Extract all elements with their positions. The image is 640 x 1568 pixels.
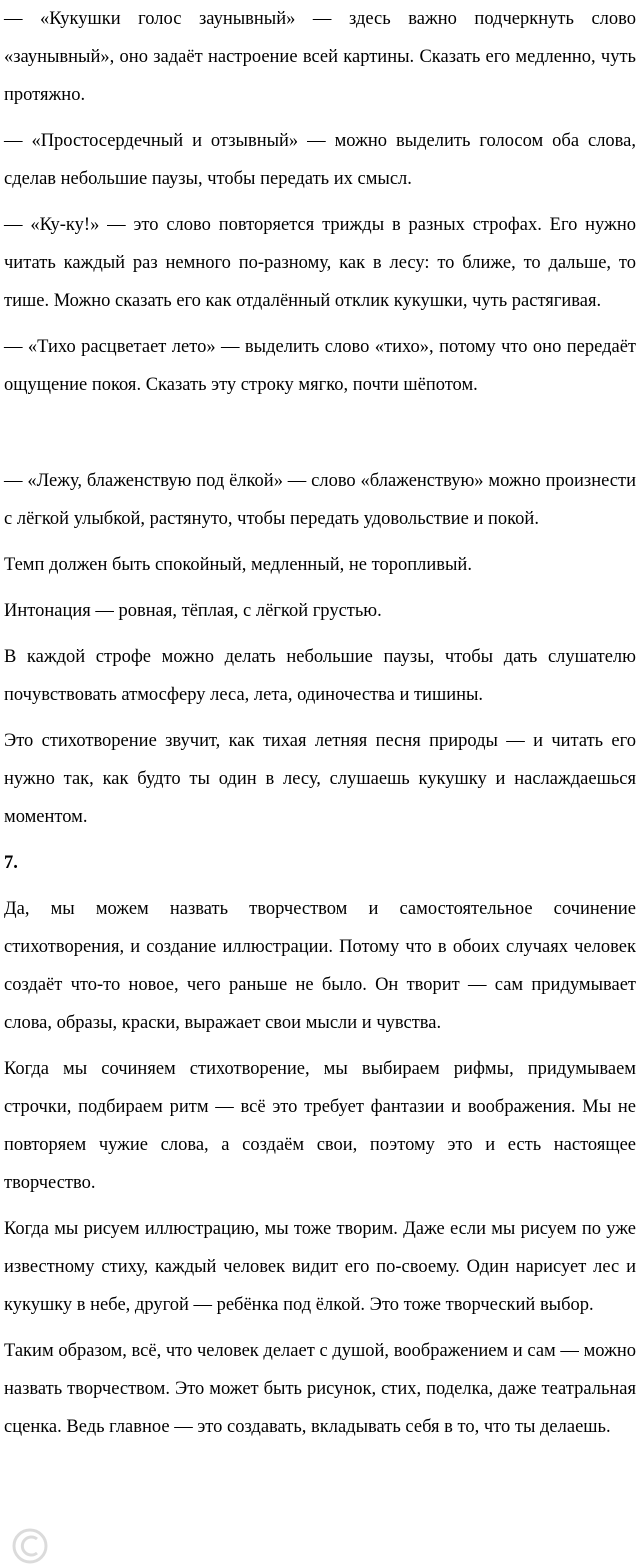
paragraph-summer-blooms: — «Тихо расцветает лето» — выделить слово «тихо», потому что оно передаёт ощущение покоя. Сказать эту строку мягко, почти шёпотом. [4,337,636,395]
paragraph-writing-poem: Когда мы сочиняем стихотворение, мы выбираем рифмы, придумываем строчки, подбираем ритм — всё это требует фантазии и воображения. Мы не повторяем чужие слова, а создаём свои, поэтому это и есть настоящее творчество. [4,1059,636,1193]
paragraph-creativity-answer: Да, мы можем назвать творчеством и самостоятельное сочинение стихотворения, и создание иллюстрации. Потому что в обоих случаях человек создаёт что-то новое, чего раньше не было. Он творит — сам придумывает слова, образы, краски, выражает свои мысли и чувства. [4,899,636,1033]
paragraph-ku-ku: — «Ку-ку!» — это слово повторяется трижды в разных строфах. Его нужно читать каждый раз немного по-разному, как в лесу: то ближе, то дальше, то тише. Можно сказать его как отдалённый отклик кукушки, чуть растягивая. [4,215,636,311]
paragraph-summary-poem: Это стихотворение звучит, как тихая летняя песня природы — и читать его нужно так, как будто ты один в лесу, слушаешь кукушку и наслаждаешься моментом. [4,731,636,827]
paragraph-cuckoo-voice: — «Кукушки голос заунывный» — здесь важно подчеркнуть слово «заунывный», оно задаёт настроение всей картины. Сказать его медленно, чуть протяжно. [4,9,636,105]
paragraph-pauses: В каждой строфе можно делать небольшие паузы, чтобы дать слушателю почувствовать атмосферу леса, лета, одиночества и тишины. [4,647,636,705]
paragraph-gap [4,412,636,462]
task-number: 7. [4,853,18,873]
paragraph-tempo: Темп должен быть спокойный, медленный, не торопливый. [4,555,472,575]
paragraph-simple-hearted: — «Простосердечный и отзывный» — можно выделить голосом оба слова, сделав небольшие паузы, чтобы передать их смысл. [4,131,636,189]
copyright-icon [14,1530,46,1562]
paragraph-drawing-illustration: Когда мы рисуем иллюстрацию, мы тоже творим. Даже если мы рисуем по уже известному стиху, каждый человек видит его по-своему. Один нарисует лес и кукушку в небе, другой — ребёнка под ёлкой. Это тоже творческий выбор. [4,1219,636,1315]
paragraph-intonation: Интонация — ровная, тёплая, с лёгкой грустью. [4,601,382,621]
paragraph-lying-under-fir: — «Лежу, блаженствую под ёлкой» — слово «блаженствую» можно произнести с лёгкой улыбкой, растянуто, чтобы передать удовольствие и покой. [4,471,636,529]
paragraph-conclusion: Таким образом, всё, что человек делает с душой, воображением и сам — можно назвать творчеством. Это может быть рисунок, стих, поделка, даже театральная сценка. Ведь главное — это создавать, вкладывать себя в то, что ты делаешь. [4,1341,636,1437]
